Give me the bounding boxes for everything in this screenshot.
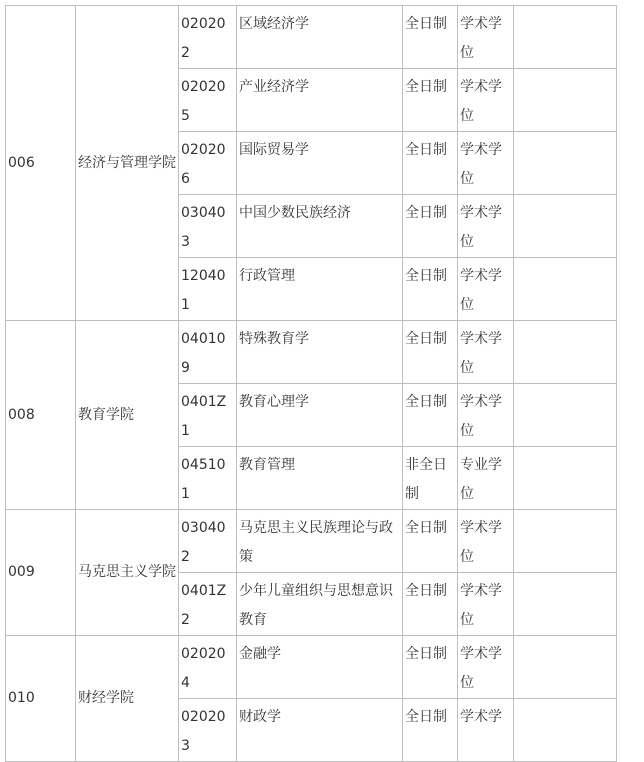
- major-name-cell: 金融学: [237, 636, 403, 699]
- study-mode-cell: 全日制: [403, 573, 458, 636]
- study-mode-cell: 非全日制: [403, 447, 458, 510]
- major-code-cell: 020203: [179, 699, 237, 762]
- college-name-cell: 马克思主义学院: [76, 510, 179, 636]
- empty-cell: [514, 636, 617, 699]
- major-name-cell: 教育心理学: [237, 384, 403, 447]
- empty-cell: [514, 699, 617, 762]
- college-name-cell: 教育学院: [76, 321, 179, 510]
- empty-cell: [514, 195, 617, 258]
- empty-cell: [514, 384, 617, 447]
- major-code-cell: 030403: [179, 195, 237, 258]
- major-name-cell: 产业经济学: [237, 69, 403, 132]
- degree-type-cell: 学术学位: [458, 132, 514, 195]
- major-code-cell: 020204: [179, 636, 237, 699]
- study-mode-cell: 全日制: [403, 195, 458, 258]
- degree-type-cell: 学术学位: [458, 321, 514, 384]
- major-name-cell: 区域经济学: [237, 6, 403, 69]
- empty-cell: [514, 6, 617, 69]
- degree-type-cell: 学术学位: [458, 636, 514, 699]
- degree-type-cell: 学术学位: [458, 573, 514, 636]
- degree-type-cell: 学术学位: [458, 384, 514, 447]
- major-code-cell: 0401Z1: [179, 384, 237, 447]
- major-code-cell: 020206: [179, 132, 237, 195]
- college-id-cell: 010: [6, 636, 76, 762]
- major-code-cell: 0401Z2: [179, 573, 237, 636]
- empty-cell: [514, 132, 617, 195]
- major-code-cell: 045101: [179, 447, 237, 510]
- degree-type-cell: 学术学位: [458, 69, 514, 132]
- major-name-cell: 特殊教育学: [237, 321, 403, 384]
- major-name-cell: 教育管理: [237, 447, 403, 510]
- study-mode-cell: 全日制: [403, 636, 458, 699]
- major-code-cell: 020202: [179, 6, 237, 69]
- degree-type-cell: 学术学位: [458, 510, 514, 573]
- study-mode-cell: 全日制: [403, 321, 458, 384]
- table-wrapper: [5, 5, 617, 762]
- study-mode-cell: 全日制: [403, 258, 458, 321]
- major-name-cell: 财政学: [237, 699, 403, 762]
- table-row: [6, 510, 617, 573]
- major-name-cell: 中国少数民族经济: [237, 195, 403, 258]
- major-code-cell: 020205: [179, 69, 237, 132]
- college-id-cell: 008: [6, 321, 76, 510]
- study-mode-cell: 全日制: [403, 132, 458, 195]
- major-name-cell: 行政管理: [237, 258, 403, 321]
- table-row: [6, 6, 617, 69]
- empty-cell: [514, 510, 617, 573]
- degree-type-cell: 专业学位: [458, 447, 514, 510]
- major-name-cell: 马克思主义民族理论与政策: [237, 510, 403, 573]
- degree-type-cell: 学术学位: [458, 258, 514, 321]
- study-mode-cell: 全日制: [403, 510, 458, 573]
- college-id-cell: 006: [6, 6, 76, 321]
- major-code-cell: 120401: [179, 258, 237, 321]
- major-name-cell: 国际贸易学: [237, 132, 403, 195]
- study-mode-cell: 全日制: [403, 699, 458, 762]
- college-name-cell: 经济与管理学院: [76, 6, 179, 321]
- study-mode-cell: 全日制: [403, 6, 458, 69]
- empty-cell: [514, 447, 617, 510]
- degree-type-cell: 学术学: [458, 699, 514, 762]
- study-mode-cell: 全日制: [403, 384, 458, 447]
- degree-type-cell: 学术学位: [458, 6, 514, 69]
- major-code-cell: 040109: [179, 321, 237, 384]
- empty-cell: [514, 69, 617, 132]
- table-row: [6, 636, 617, 699]
- empty-cell: [514, 258, 617, 321]
- enrollment-table: [5, 5, 617, 762]
- major-code-cell: 030402: [179, 510, 237, 573]
- degree-type-cell: 学术学位: [458, 195, 514, 258]
- study-mode-cell: 全日制: [403, 69, 458, 132]
- college-name-cell: 财经学院: [76, 636, 179, 762]
- empty-cell: [514, 321, 617, 384]
- major-name-cell: 少年儿童组织与思想意识教育: [237, 573, 403, 636]
- empty-cell: [514, 573, 617, 636]
- table-row: [6, 321, 617, 384]
- college-id-cell: 009: [6, 510, 76, 636]
